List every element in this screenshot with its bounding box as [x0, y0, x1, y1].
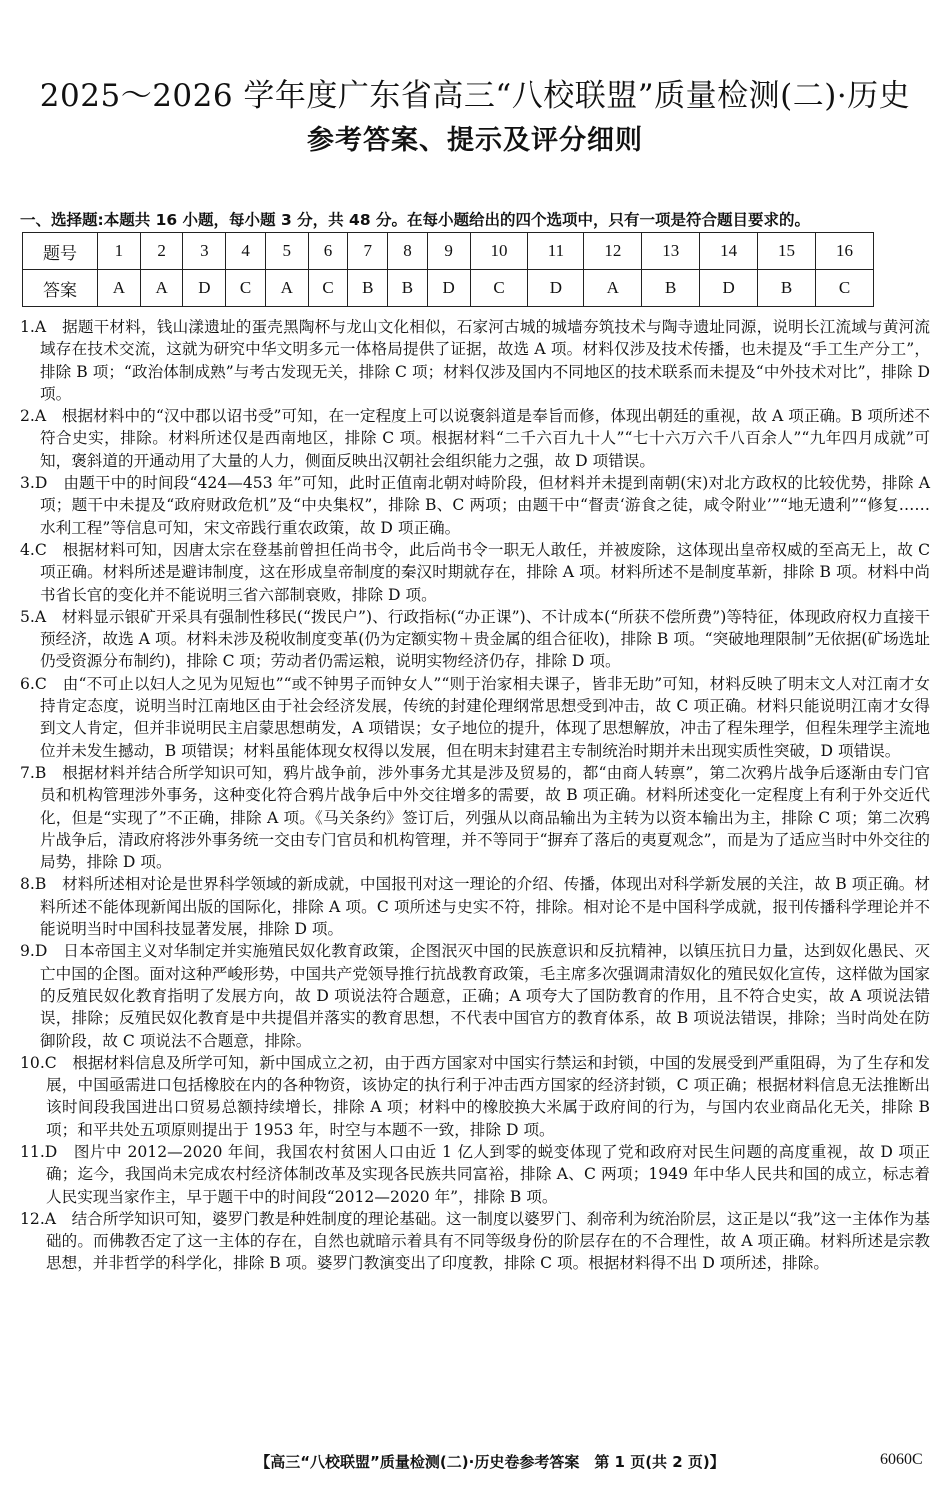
explanation-item: 4.C 根据材料可知，因唐太宗在登基前曾担任尚书令，此后尚书令一职无人敢任，并被废除，这体现出皇帝权威的至高无上，故 C 项正确。材料所述是避讳制度，这在形成皇帝制度的秦汉时期就存在，排除 A 项。材料所述不是制度革新，排除 B 项。材料中尚书省长官的变化并不能说明三省六部制衰败，排除 D 项。: [20, 540, 930, 604]
explanation-item: 12.A 结合所学知识可知，婆罗门教是种姓制度的理论基础。这一制度以婆罗门、刹帝利为统治阶层，这正是以“我”这一主体作为基础的。而佛教否定了这一主体的存在，自然也就暗示着具有不同等级身份的阶层存在的不合理性，故 A 项正确。材料所述是宗教思想，并非哲学的科学化，排除 B 项。婆罗门教演变出了印度教，排除 C 项。根据材料得不出 D 项所述，排除。: [20, 1209, 930, 1273]
document-title: 2025～2026 学年度广东省高三“八校联盟”质量检测(二)·历史: [39, 78, 911, 114]
row-label-number: 题号: [23, 233, 98, 270]
answer-cell: A: [140, 270, 183, 307]
row-label-answer: 答案: [23, 270, 98, 307]
answer-row: [23, 270, 874, 307]
footer-text: 【高三“八校联盟”质量检测(二)·历史卷参考答案 第 1 页(共 2 页)】: [255, 1453, 725, 1471]
explanations-list: [20, 316, 930, 1275]
question-number: 6: [308, 233, 348, 270]
question-number: 5: [265, 233, 308, 270]
answer-cell: A: [265, 270, 308, 307]
explanation-item: 9.D 日本帝国主义对华制定并实施殖民奴化教育政策，企图泯灭中国的民族意识和反抗精神，以镇压抗日力量，达到奴化愚民、灭亡中国的企图。面对这种严峻形势，中国共产党领导推行抗战教育政策，毛主席多次强调肃清奴化的殖民奴化宣传，这样做为国家的反殖民奴化教育指明了发展方向，故 D 项说法符合题意，正确；A 项夸大了国防教育的作用，且不符合史实，故 A 项说法错误，排除；反殖民奴化教育是中共提倡并落实的教育思想，不代表中国官方的教育体系，故 B 项说法错误，排除；当时尚处在防御阶段，故 C 项说法不合题意，排除。: [20, 942, 930, 1050]
explanation-item: 10.C 根据材料信息及所学可知，新中国成立之初，由于西方国家对中国实行禁运和封锁，中国的发展受到严重阻碍，为了生存和发展，中国亟需进口包括橡胶在内的各种物资，该协定的执行利于冲击西方国家的经济封锁，C 项正确；根据材料信息无法推断出该时间段我国进出口贸易总额持续增长，排除 A 项；材料中的橡胶换大米属于政府间的行为，与国内农业商品化无关，排除 B 项；和平共处五项原则提出于 1953 年，时空与本题不一致，排除 D 项。: [20, 1053, 930, 1139]
explanation-item: 2.A 根据材料中的“汉中郡以诏书受”可知，在一定程度上可以说褒斜道是奉旨而修，体现出朝廷的重视，故 A 项正确。B 项所述不符合史实，排除。材料所述仅是西南地区，排除 C 项。根据材料“二千六百九十人”“七十六万六千八百余人”“九年四月成就”可知，褒斜道的开通动用了大量的人力，侧面反映出汉朝社会组织能力之强，故 D 项错误。: [20, 407, 930, 470]
answer-cell: C: [308, 270, 348, 307]
answer-cell: A: [584, 270, 642, 307]
answer-cell: D: [528, 270, 584, 307]
answer-cell: D: [427, 270, 470, 307]
question-number: 15: [758, 233, 816, 270]
question-number: 9: [427, 233, 470, 270]
explanation-item: 5.A 材料显示银矿开采具有强制性移民(“拨民户”)、行政指标(“办正课”)、不计成本(“所获不偿所费”)等特征，体现政府权力直接干预经济，故选 A 项。材料未涉及税收制度变革(仍为定额实物＋贵金属的组合征收)，排除 B 项。“突破地理限制”无依据(矿场选址仍受资源分布制约)，排除 C 项；劳动者仍需运粮，说明实物经济仍存，排除 D 项。: [20, 607, 930, 671]
answer-cell: D: [183, 270, 226, 307]
question-number: 1: [98, 233, 141, 270]
answer-cell: C: [815, 270, 873, 307]
answer-cell: B: [642, 270, 700, 307]
question-number: 12: [584, 233, 642, 270]
question-number: 8: [388, 233, 428, 270]
explanation-item: 3.D 由题干中的时间段“424—453 年”可知，此时正值南北朝对峙阶段，但材料并未提到南朝(宋)对北方政权的比较优势，排除 A 项；题干中未提及“政府财政危机”及“中央集权”，排除 B、C 两项；由题干中“督责‘游食之徒，咸令附业’”“地无遗利”“修复……水利工程”等信息可知，宋文帝践行重农政策，故 D 项正确。: [20, 474, 930, 537]
explanation-item: 1.A 据题干材料，钱山漾遗址的蛋壳黑陶杯与龙山文化相似，石家河古城的城墙夯筑技术与陶寺遗址同源，说明长江流域与黄河流域存在技术交流，这就为研究中华文明多元一体格局提供了证据，故选 A 项。材料仅涉及技术传播，也未提及“手工生产分工”，排除 B 项；“政治体制成熟”与考古发现无关，排除 C 项；材料仅涉及国内不同地区的技术联系而未提及“中外技术对比”，排除 D 项。: [20, 318, 930, 403]
question-number: 7: [348, 233, 388, 270]
question-number: 10: [470, 233, 528, 270]
answer-cell: A: [98, 270, 141, 307]
answer-cell: B: [388, 270, 428, 307]
explanation-item: 6.C 由“不可止以妇人之见为见短也”“或不钟男子而钟女人”“则于治家相夫课子，皆非无助”可知，材料反映了明末文人对江南才女持肯定态度，说明当时江南地区由于社会经济发展，传统的封建伦理纲常思想受到冲击，故 C 项正确。材料只能说明江南才女得到文人肯定，但并非说明民主启蒙思想萌发，A 项错误；女子地位的提升，体现了思想解放，冲击了程朱理学，但程朱理学主流地位并未发生撼动，B 项错误；材料虽能体现女权得以发展，但在明末封建君主专制统治时期并未出现实质性突破，D 项错误。: [20, 674, 930, 760]
question-number: 16: [815, 233, 873, 270]
answer-cell: B: [348, 270, 388, 307]
question-number: 13: [642, 233, 700, 270]
question-number: 3: [183, 233, 226, 270]
question-number: 4: [226, 233, 266, 270]
question-number-row: [23, 233, 874, 270]
explanation-item: 7.B 根据材料并结合所学知识可知，鸦片战争前，涉外事务尤其是涉及贸易的，都“由商人转禀”，第二次鸦片战争后逐渐由专门官员和机构管理涉外事务，这种变化符合鸦片战争后中外交往增多的需要，故 B 项正确。材料所述变化一定程度上有利于外交近代化，但是“实现了”不正确，排除 A 项。《马关条约》签订后，列强从以商品输出为主转为以资本输出为主，排除 C 项；第二次鸦片战争后，清政府将涉外事务统一交由专门官员和机构管理，并不等同于“摒弃了落后的夷夏观念”，而是为了适应当时中外交往的局势，排除 D 项。: [20, 763, 930, 872]
answer-cell: D: [700, 270, 758, 307]
question-number: 2: [140, 233, 183, 270]
explanation-item: 11.D 图片中 2012—2020 年间，我国农村贫困人口由近 1 亿人到零的蜕变体现了党和政府对民生问题的高度重视，故 D 项正确；迄今，我国尚未完成农村经济体制改革及实现各民族共同富裕，排除 A、C 两项；1949 年中华人民共和国的成立，标志着人民实现当家作主，早于题干中的时间段“2012—2020 年”，排除 B 项。: [20, 1142, 930, 1206]
answer-cell: B: [758, 270, 816, 307]
document-code: 6060C: [880, 1451, 923, 1468]
question-number: 14: [700, 233, 758, 270]
explanation-item: 8.B 材料所述相对论是世界科学领域的新成就，中国报刊对这一理论的介绍、传播，体现出对科学新发展的关注，故 B 项正确。材料所述不能体现新闻出版的国际化，排除 A 项。C 项所述与史实不符，排除。相对论不是中国科学成就，报刊传播科学理论并不能说明当时中国科技显著发展，排除 D 项。: [20, 875, 930, 939]
question-number: 11: [528, 233, 584, 270]
answer-table: [22, 232, 874, 307]
answer-cell: C: [470, 270, 528, 307]
document-subtitle: 参考答案、提示及评分细则: [307, 125, 643, 156]
answer-cell: C: [226, 270, 266, 307]
section-heading: 一、选择题:本题共 16 小题，每小题 3 分，共 48 分。在每小题给出的四个选项中，只有一项是符合题目要求的。: [20, 211, 811, 229]
